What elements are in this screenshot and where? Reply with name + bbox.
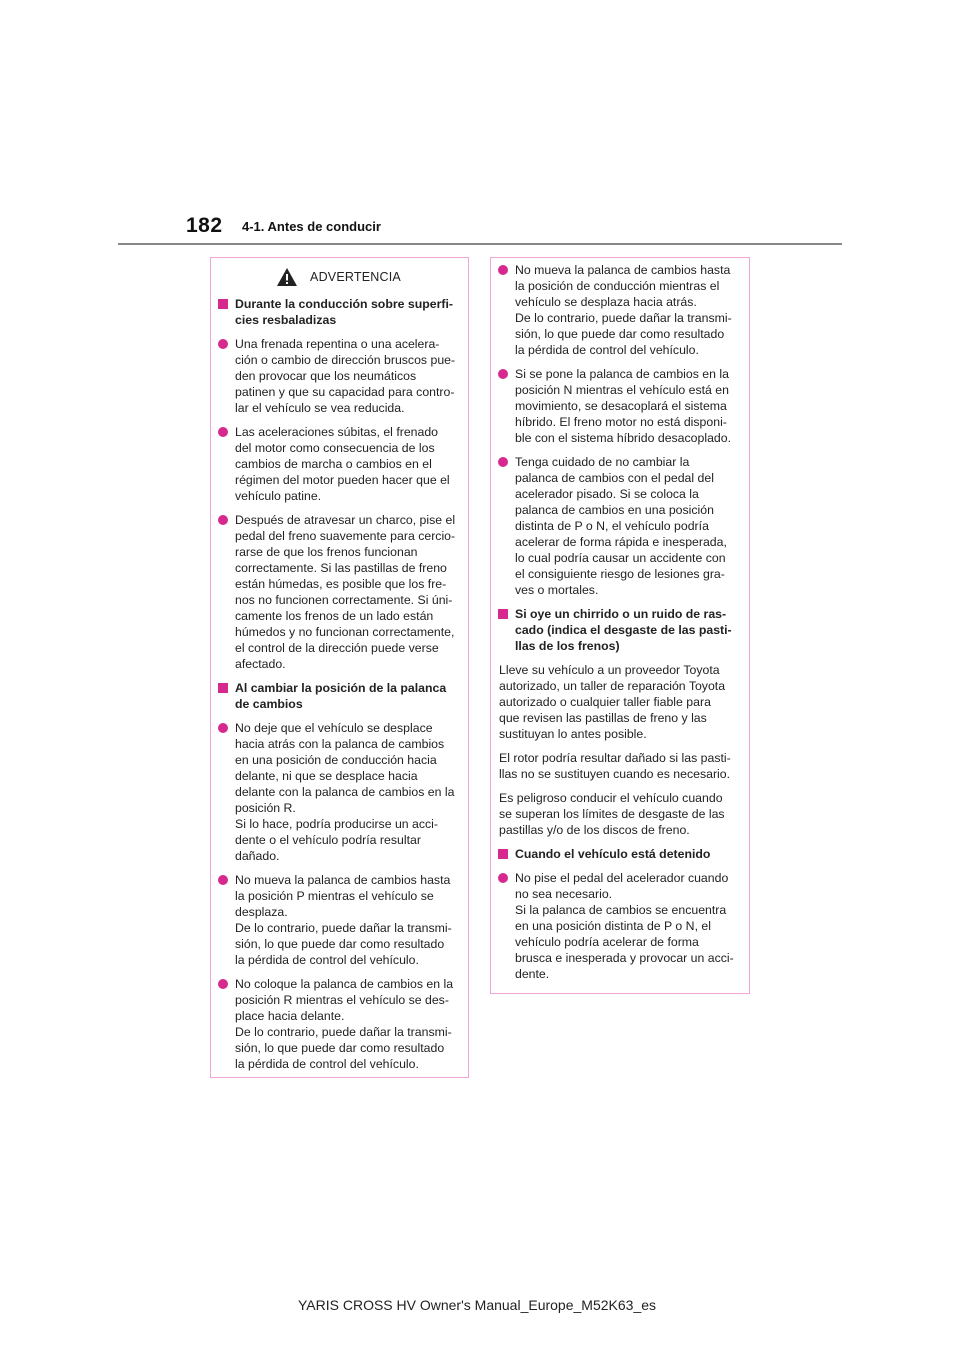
footer-text: YARIS CROSS HV Owner's Manual_Europe_M52K63_es [297,1297,657,1313]
subheading [497,846,741,862]
circle-bullet-icon [498,873,508,883]
subheading [217,680,460,712]
item-text: Durante la conducción sobre superfi- cies resbaladizas [235,297,453,327]
item-text: No pise el pedal del acelerador cuando no sea necesario. Si la palanca de cambios se encuentra en una posición distinta de P o N, el vehículo podría acelerar de forma brusca e inesperada y provocar un acci- dente. [515,871,734,981]
bullet-item [217,720,460,864]
bullet-item [217,872,460,968]
circle-bullet-icon [498,457,508,467]
circle-bullet-icon [218,979,228,989]
item-text: Cuando el vehículo está detenido [515,847,711,861]
paragraph: El rotor podría resultar dañado si las pasti- llas no se sustituyen cuando es necesario. [499,751,731,781]
bullet-item [217,512,460,672]
paragraph: Es peligroso conducir el vehículo cuando se superan los límites de desgaste de las pastillas y/o de los discos de freno. [499,791,725,837]
left-item-list [217,296,460,1072]
item-text: Tenga cuidado de no cambiar la palanca de cambios con el pedal del acelerador pisado. Si se coloca la palanca de cambios en una posición distinta de P o N, el vehículo podría acelerar de forma rápida e inesperada, lo cual podría causar un accidente con el consiguiente riesgo de lesiones gra- ves o mortales. [515,455,727,597]
warning-triangle-icon [276,267,298,287]
item-text: No coloque la palanca de cambios en la posición R mientras el vehículo se des- place hacia delante. De lo contrario, puede dañar la transmi- sión, lo que puede dar como resultado la pérdida de control del vehículo. [235,977,454,1071]
item-text: No mueva la palanca de cambios hasta la posición de conducción mientras el vehículo se desplaza hacia atrás. De lo contrario, puede dañar la transmi- sión, lo que puede dar como resultado la pérdida de control del vehículo. [515,263,732,357]
square-bullet-icon [218,299,228,309]
item-text: No deje que el vehículo se desplace hacia atrás con la palanca de cambios en una posición de conducción hacia delante, ni que se desplace hacia delante con la palanca de cambios en la posición R. Si lo hace, podría producirse un acci- dente o el vehículo podría resultar dañado. [235,721,455,863]
circle-bullet-icon [218,339,228,349]
paragraph: Lleve su vehículo a un proveedor Toyota autorizado, un taller de reparación Toyota autorizado o cualquier taller fiable para que revisen las pastillas de freno y las sustituyan lo antes posible. [499,663,726,741]
subheading [217,296,460,328]
subheading [497,606,741,654]
bullet-item [217,336,460,416]
warning-title: ADVERTENCIA [310,270,401,284]
circle-bullet-icon [218,875,228,885]
warning-header [217,266,460,288]
circle-bullet-icon [218,723,228,733]
circle-bullet-icon [218,515,228,525]
item-text: Si se pone la palanca de cambios en la posición N mientras el vehículo está en movimiento, se desacoplará el sistema híbrido. El freno motor no está disponi- ble con el sistema híbrido desacoplado. [515,367,732,445]
bullet-item [217,424,460,504]
header-rule [118,243,842,245]
footer [0,1297,960,1313]
square-bullet-icon [218,683,228,693]
bullet-item [497,870,741,982]
warning-box-left [210,257,469,1078]
bullet-item [497,262,741,358]
right-item-list [497,262,741,982]
item-text: Una frenada repentina o una acelera- ción o cambio de dirección bruscos pue- den provocar que los neumáticos patinen y que su capacidad para contro- lar el vehículo se vea reducida. [235,337,456,415]
bullet-item [497,454,741,598]
item-text: Después de atravesar un charco, pise el pedal del freno suavemente para cercio- rarse de que los frenos funcionan correctamente. Si las pastillas de freno están húmedas, es posible que los fre- nos no funcionen correctamente. Si úni- camente los frenos de un lado están húmedos y no funcionan correctamente, el control de la dirección puede verse afectado. [235,513,456,671]
section-title: 4-1. Antes de conducir [242,219,381,234]
item-text: Al cambiar la posición de la palanca de cambios [235,681,447,711]
warning-box-right [490,257,750,994]
bullet-item [217,976,460,1072]
square-bullet-icon [498,849,508,859]
square-bullet-icon [498,609,508,619]
item-text: Si oye un chirrido o un ruido de ras- cado (indica el desgaste de las pasti- llas de los frenos) [515,607,732,653]
circle-bullet-icon [218,427,228,437]
page-number: 182 [186,214,223,237]
circle-bullet-icon [498,265,508,275]
circle-bullet-icon [498,369,508,379]
bullet-item [497,366,741,446]
item-text: Las aceleraciones súbitas, el frenado del motor como consecuencia de los cambios de marcha o cambios en el régimen del motor pueden hacer que el vehículo patine. [235,425,450,503]
item-text: No mueva la palanca de cambios hasta la posición P mientras el vehículo se desplaza. De lo contrario, puede dañar la transmi- sión, lo que puede dar como resultado la pérdida de control del vehículo. [235,873,452,967]
